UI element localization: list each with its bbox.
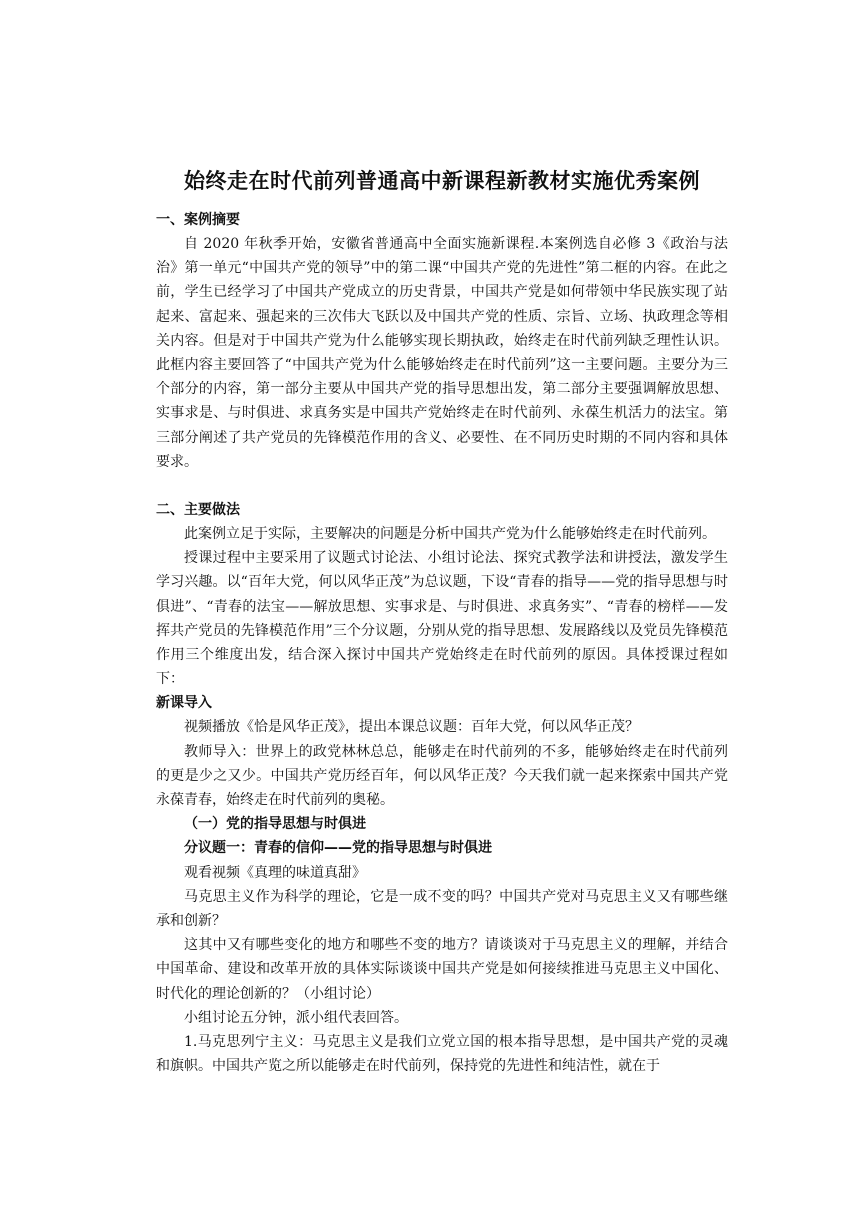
section-main-practice xyxy=(156,498,728,1078)
practice-paragraph-2: 授课过程中主要采用了议题式讨论法、小组讨论法、探究式教学法和讲授法，激发学生学习兴趣。以“百年大党，何以风华正茂”为总议题，下设“青春的指导——党的指导思想与时俱进”、“青春的法宝——解放思想、实事求是、与时俱进、求真务实”、“青春的榜样——发挥共产党员的先锋模范作用”三个分议题，分别从党的指导思想、发展路线以及党员先锋模范作用三个维度出发，结合深入探讨中国共产党始终走在时代前列的原因。具体授课过程如下： xyxy=(156,550,728,688)
marxism-leninism-paragraph: 1.马克思列宁主义：马克思主义是我们立党立国的根本指导思想，是中国共产党的灵魂和旗帜。中国共产览之所以能够走在时代前列，保持党的先进性和纯洁性，就在于 xyxy=(156,1034,728,1075)
new-lesson-intro-heading: 新课导入 xyxy=(156,695,212,712)
section-spacer xyxy=(156,474,728,498)
document-page xyxy=(156,164,728,1079)
practice-paragraph-1: 此案例立足于实际，主要解决的问题是分析中国共产党为什么能够始终走在时代前列。 xyxy=(184,526,716,543)
question-paragraph-1: 马克思主义作为科学的理论，它是一成不变的吗？中国共产党对马克思主义又有哪些继承和创新？ xyxy=(156,888,728,930)
section-case-summary xyxy=(156,208,728,474)
question-paragraph-2: 这其中又有哪些变化的地方和哪些不变的地方？请谈谈对于马克思主义的理解，并结合中国革命、建设和改革开放的具体实际谈谈中国共产党是如何接续推进马克思主义中国化、时代化的理论创新的？（小组讨论） xyxy=(156,937,728,1002)
subsection-heading-1: （一）党的指导思想与时俱进 xyxy=(184,816,366,833)
section-heading-summary: 一、案例摘要 xyxy=(156,212,240,228)
teacher-intro-paragraph: 教师导入：世界上的政党林林总总，能够走在时代前列的不多，能够始终走在时代前列的更是少之又少。中国共产党历经百年，何以风华正茂？今天我们就一起来探索中国共产党永葆青春，始终走在时代前列的奥秘。 xyxy=(156,743,728,809)
sub-topic-1-heading: 分议题一：青春的信仰——党的指导思想与时俱进 xyxy=(184,840,492,857)
watch-video-paragraph: 观看视频《真理的味道真甜》 xyxy=(184,864,366,881)
document-title: 始终走在时代前列普通高中新课程新教材实施优秀案例 xyxy=(184,169,700,193)
video-paragraph: 视频播放《恰是风华正茂》，提出本课总议题：百年大党，何以风华正茂？ xyxy=(184,719,639,736)
group-discussion-paragraph: 小组讨论五分钟，派小组代表回答。 xyxy=(184,1009,408,1026)
section-heading-practice: 二、主要做法 xyxy=(156,502,240,519)
summary-paragraph: 自 2020 年秋季开始，安徽省普通高中全面实施新课程.本案例选自必修 3《政治与法治》第一单元“中国共产党的领导”中的第二课“中国共产党的先进性”第二框的内容。在此之前，学生已经学习了中国共产党成立的历史背景，中国共产党是如何带领中华民族实现了站起来、富起来、强起来的三次伟大飞跃以及中国共产党的性质、宗旨、立场、执政理念等相关内容。但是对于中国共产党为什么能够实现长期执政，始终走在时代前列缺乏理性认识。此框内容主要回答了“中国共产党为什么能够始终走在时代前列”这一主要问题。主要分为三个部分的内容，第一部分主要从中国共产党的指导思想出发，第二部分主要强调解放思想、实事求是、与时俱进、求真务实是中国共产党始终走在时代前列、永葆生机活力的法宝。第三部分阐述了共产党员的先锋模范作用的含义、必要性、在不同历史时期的不同内容和具体要求。 xyxy=(156,236,728,470)
